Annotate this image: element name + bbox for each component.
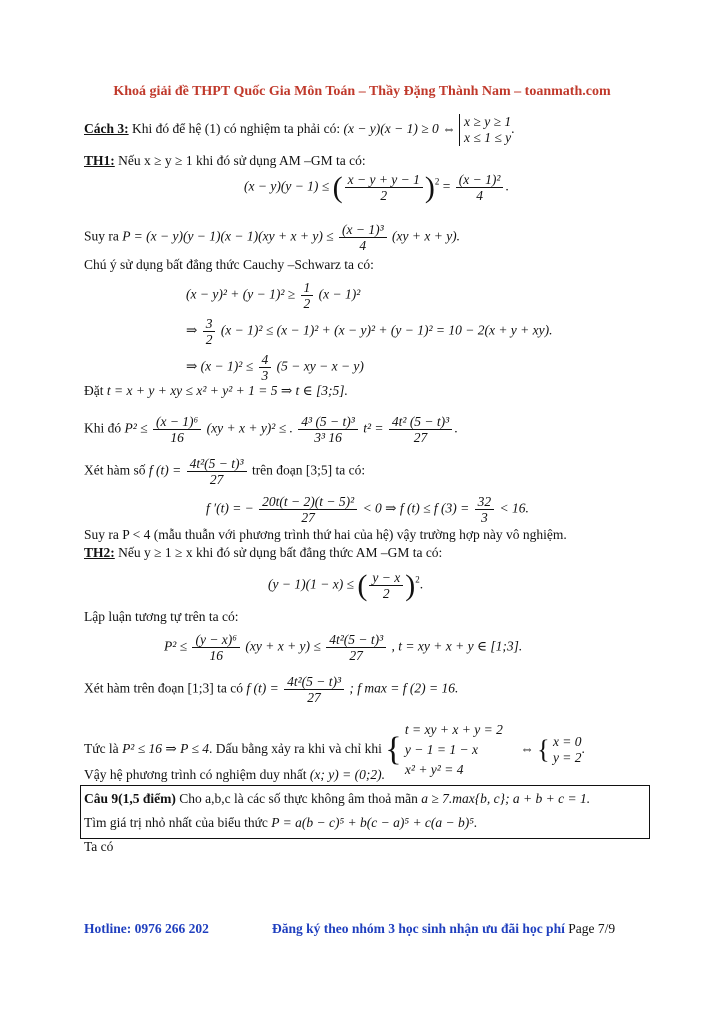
- dat-text: Đặt: [84, 383, 104, 398]
- vay-expr: (x; y) = (0;2).: [309, 767, 385, 782]
- cs-line2-rest: (x − 1)² ≤ (x − 1)² + (x − y)² + (y − 1)² = 10 − 2(x + y + xy).: [220, 322, 553, 338]
- khido-frac2: [298, 414, 358, 445]
- deriv-tail: < 16.: [499, 500, 529, 516]
- th1-text: Nếu x ≥ y ≥ 1 khi đó sử dụng AM –GM ta có:: [118, 153, 366, 168]
- tucla-sys2: y − 1 = 1 − x: [404, 742, 478, 757]
- suyra1-expr: P = (x − y)(y − 1)(x − 1)(xy + x + y) ≤: [122, 228, 334, 244]
- xet2-frac: [284, 674, 344, 705]
- vay-text: Vậy hệ phương trình có nghiệm duy nhất: [84, 767, 307, 782]
- xet-den: 27: [209, 472, 224, 487]
- dat-expr: t = x + y + xy ≤ x² + y² + 1 = 5 ⇒ t ∈ [3;5].: [106, 383, 348, 398]
- suyra1-num: (x − 1)³: [339, 222, 387, 238]
- vay-line: [84, 766, 385, 784]
- khido-den1: 16: [170, 430, 184, 445]
- cach3-sys-line2: x ≤ 1 ≤ y: [464, 130, 512, 145]
- ll-num1: (y − x)⁶: [192, 632, 240, 648]
- cach3-label: Cách 3:: [84, 121, 129, 137]
- khido-frac1: [153, 414, 201, 445]
- cs-line3: [186, 352, 364, 383]
- cs-line1-right: (x − 1)²: [318, 286, 361, 302]
- dat-line: [84, 382, 348, 400]
- th1-eq-num: x − y + y − 1: [345, 172, 423, 188]
- ll-frac1: [192, 632, 240, 663]
- cau9-expr2: P = a(b − c)⁵ + b(c − a)⁵ + c(a − b)⁵.: [271, 815, 478, 830]
- th1-eq-frac: [345, 172, 423, 203]
- cs-line3-pre: ⇒ (x − 1)² ≤: [186, 358, 254, 374]
- th1-eq-den: 2: [380, 188, 388, 203]
- cau9-line1: [84, 790, 590, 808]
- ll-num2: 4t²(5 − t)³: [326, 632, 386, 648]
- xet-tail: trên đoạn [3;5] ta có:: [251, 462, 366, 478]
- th2-eq-frac: [369, 570, 403, 601]
- khido-frac3: [389, 414, 452, 445]
- khido-den2: 3³ 16: [314, 430, 342, 445]
- khido-expr1: P² ≤: [124, 420, 148, 436]
- suyra1-line: [84, 222, 460, 253]
- footer-promo: Đăng ký theo nhóm 3 học sinh nhận ưu đãi học phí: [272, 921, 565, 936]
- deriv-num: 20t(t − 2)(t − 5)²: [259, 494, 357, 510]
- deriv-den: 27: [301, 510, 315, 525]
- cs-line3-den: 3: [261, 368, 269, 383]
- th2-eq-num: y − x: [369, 570, 403, 586]
- cs-line1: [186, 280, 360, 311]
- khido-text: Khi đó: [84, 420, 122, 436]
- th1-equation: (x − y)(y − 1) ≤ ( $\frac{x - y + y - 1}{2}$ )$^2$ = $\frac{\text{(x − 1)²}}{4}$ .: [244, 170, 509, 204]
- lapluan-line: Lập luận tương tự trên ta có:: [84, 609, 239, 624]
- ll-left: P² ≤: [164, 638, 188, 654]
- xet2-tail: ; f max = f (2) = 16.: [349, 680, 459, 696]
- cau9-line2: [84, 814, 477, 832]
- th2-label: TH2:: [84, 545, 115, 560]
- suyra2-line: Suy ra P < 4 (mẫu thuẫn với phương trình thứ hai của hệ) vậy trường hợp này vô nghiệm.: [84, 527, 567, 542]
- footer-page-number: Page 7/9: [568, 921, 616, 936]
- tucla-res1: x = 0: [552, 734, 582, 749]
- th1-eq-rfrac: [456, 172, 504, 203]
- xet2-den: 27: [307, 690, 321, 705]
- deriv-line: [206, 494, 529, 525]
- cach3-sys-line1: x ≥ y ≥ 1: [464, 114, 512, 129]
- th2-text: Nếu y ≥ 1 ≥ x khi đó sử dụng bất đẳng thức AM –GM ta có:: [118, 545, 443, 560]
- th1-line: [84, 152, 366, 170]
- tucla-sys3: x² + y² = 4: [404, 762, 464, 777]
- cs-line1-num: 1: [301, 280, 314, 296]
- ll-frac2: [326, 632, 386, 663]
- xet-num: 4t²(5 − t)³: [187, 456, 247, 472]
- deriv-frac: [259, 494, 357, 525]
- suyra1-tail: (xy + x + y).: [392, 228, 461, 244]
- cs-line3-num: 4: [259, 352, 272, 368]
- deriv-mid: < 0 ⇒ f (t) ≤ f (3) =: [362, 500, 470, 516]
- xet2-line: [84, 674, 458, 705]
- cach3-line: Cách 3: Khi đó để hệ (1) có nghiệm ta phải có: (x − y)(x − 1) ≥ 0 ⇔ x ≥ y ≥ 1 x ≤ 1 ≤ y .: [84, 114, 515, 145]
- th2-eq-den: 2: [382, 586, 390, 601]
- suyra1-den: 4: [359, 238, 367, 253]
- tucla-system: [405, 720, 503, 780]
- xet-expr: f (t) =: [148, 462, 182, 478]
- tucla-res2: y = 2: [552, 750, 582, 765]
- tucla-result: [553, 734, 582, 766]
- suyra1-frac: [339, 222, 387, 253]
- th1-eq-rnum: (x − 1)²: [456, 172, 504, 188]
- khido-den3: 27: [413, 430, 428, 445]
- suyra1-text: Suy ra: [84, 228, 119, 244]
- tucla-expr: P² ≤ 16 ⇒ P ≤ 4: [122, 741, 209, 757]
- xet-text: Xét hàm số: [84, 462, 146, 478]
- th1-label: TH1:: [84, 153, 115, 168]
- cs-line3-rest: (5 − xy − x − y): [276, 358, 364, 374]
- th1-eq-rden: 4: [476, 188, 483, 203]
- ll-mid: (xy + x + y) ≤: [245, 638, 321, 654]
- cach3-system: [459, 114, 511, 146]
- cs-line2: [186, 316, 553, 347]
- cau9-expr: a ≥ 7.max{b, c}; a + b + c = 1.: [421, 791, 591, 806]
- khido-num1: (x − 1)⁶: [153, 414, 201, 430]
- cauchy-line: Chú ý sử dụng bất đẳng thức Cauchy –Schwarz ta có:: [84, 257, 374, 272]
- tucla-mid: . Dấu bằng xảy ra khi và chỉ khi: [209, 741, 382, 757]
- cs-line1-frac: [301, 280, 314, 311]
- khido-num2: 4³ (5 − t)³: [298, 414, 358, 430]
- khido-mid: (xy + x + y)² ≤ .: [206, 420, 293, 436]
- cs-line2-frac: [203, 316, 216, 347]
- khido-line: Khi đó P² ≤ $\frac{\text{(x − 1)⁶}}{16}$ (xy + x + y)² ≤ . $\frac{\text{4³ (5 − t)³}}{\text{3³ 16}}$ t² = $\frac{\text{4t² (5 − t)³}}{27}$ .: [84, 414, 458, 445]
- khido-mid2: t² =: [363, 420, 384, 436]
- xet-line: [84, 456, 365, 487]
- th2-equation: (y − 1)(1 − x) ≤ ( $\frac{y - x}{2}$ )$^2$.: [268, 568, 424, 602]
- xet-frac: [187, 456, 247, 487]
- xet2-expr: f (t) =: [246, 680, 279, 696]
- ll-den2: 27: [349, 648, 363, 663]
- ll-den1: 16: [209, 648, 223, 663]
- deriv-den2: 3: [481, 510, 488, 525]
- tucla-line: Tức là P² ≤ 16 ⇒ P ≤ 4. Dấu bằng xảy ra khi và chỉ khi { t = xy + x + y = 2 y − 1 = 1 − x x² + y² = 4 ⇔ { x = 0 y = 2 .: [84, 720, 585, 780]
- tucla-text: Tức là: [84, 741, 119, 757]
- tucla-sys1: t = xy + x + y = 2: [404, 722, 503, 737]
- footer-promo-line: [272, 921, 615, 937]
- cs-line1-den: 2: [303, 296, 311, 311]
- cau9-text: Cho a,b,c là các số thực không âm thoả mãn: [179, 791, 418, 806]
- tucla-arrow: ⇔: [520, 741, 534, 757]
- th1-eq-left: (x − y)(y − 1) ≤: [244, 178, 330, 194]
- cs-line2-num: 3: [203, 316, 216, 332]
- footer-hotline: Hotline: 0976 266 202: [84, 921, 209, 936]
- xet2-num: 4t²(5 − t)³: [284, 674, 344, 690]
- cach3-text: Khi đó để hệ (1) có nghiệm ta phải có:: [132, 121, 341, 137]
- cach3-expr: (x − y)(x − 1) ≥ 0 ⇔: [343, 121, 456, 137]
- page-header: Khoá giải đề THPT Quốc Gia Môn Toán – Thầy Đặng Thành Nam – toanmath.com: [113, 84, 611, 99]
- khido-num3: 4t² (5 − t)³: [389, 414, 452, 430]
- cau9-label: Câu 9(1,5 điểm): [84, 791, 176, 806]
- xet2-text: Xét hàm trên đoạn [1;3] ta có: [84, 680, 243, 696]
- cau9-line2-text: Tìm giá trị nhỏ nhất của biểu thức: [84, 815, 268, 830]
- cs-line3-frac: [259, 352, 272, 383]
- cs-line1-left: (x − y)² + (y − 1)² ≥: [186, 286, 296, 302]
- cs-line2-pre: ⇒: [186, 322, 198, 338]
- taco-line: Ta có: [84, 839, 114, 854]
- ll-tail: , t = xy + x + y ∈ [1;3].: [391, 638, 523, 654]
- ll-line: [164, 632, 522, 663]
- cs-line2-den: 2: [205, 332, 213, 347]
- deriv-frac2: [475, 494, 495, 525]
- deriv-num2: 32: [475, 494, 495, 510]
- th2-line: [84, 544, 442, 562]
- deriv-left: f ′(t) = −: [206, 500, 254, 516]
- th2-eq-left: (y − 1)(1 − x) ≤: [268, 576, 354, 592]
